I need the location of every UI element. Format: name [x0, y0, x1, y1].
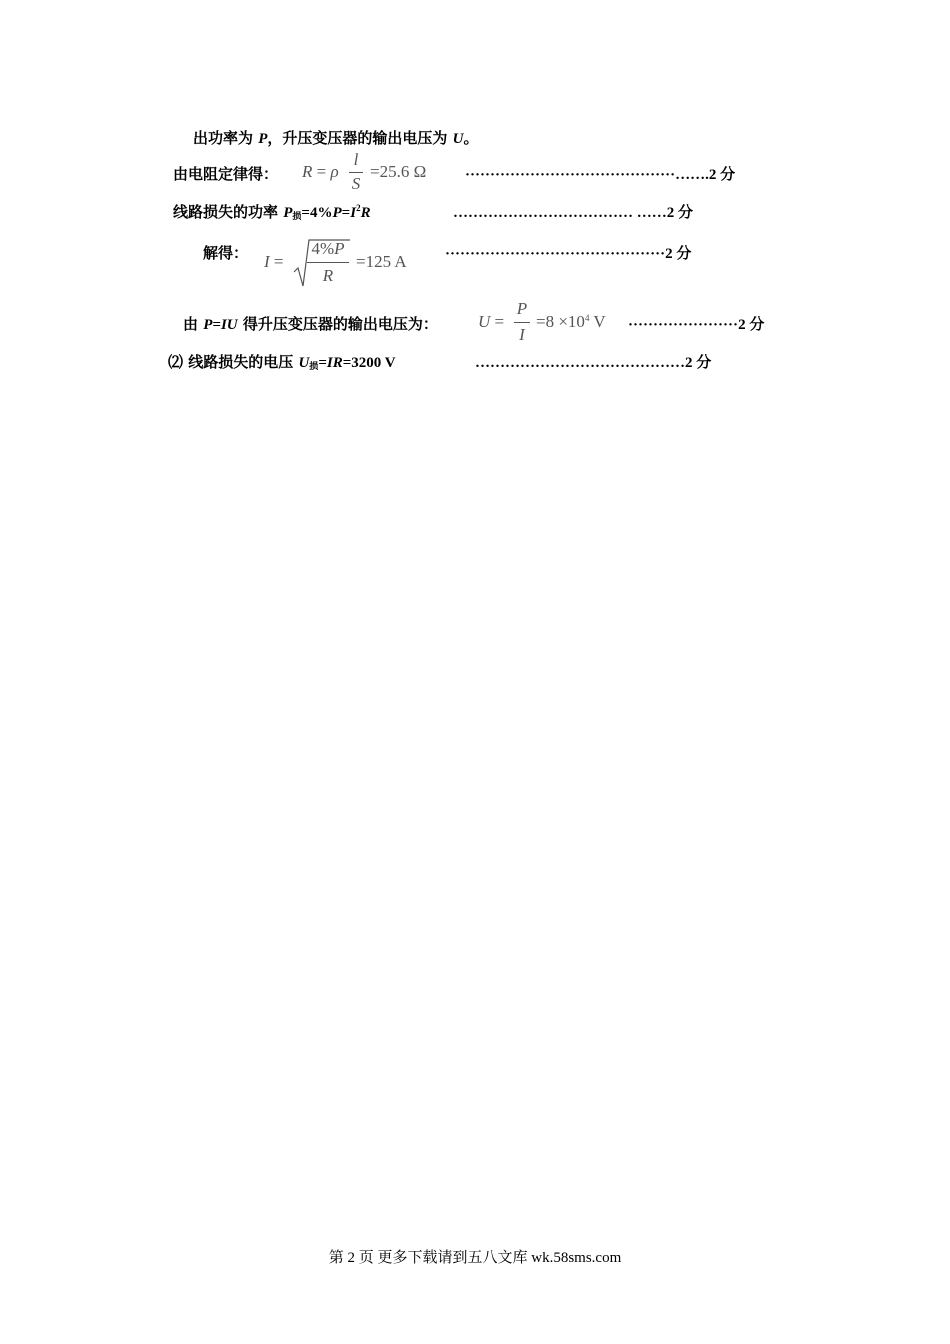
superscript: 4: [584, 313, 590, 323]
equals: =: [273, 252, 284, 271]
superscript: 2: [356, 203, 361, 213]
formula-current: [264, 252, 284, 272]
text: ⑵ 线路损失的电压: [168, 353, 299, 371]
var-p: P: [332, 205, 342, 221]
rho: ρ: [330, 162, 339, 181]
var-ir: IR: [326, 355, 343, 371]
var-r: R: [360, 205, 371, 221]
var-i: I: [350, 205, 357, 221]
line-resistance-law: [173, 163, 278, 184]
var-p: P: [258, 131, 268, 147]
label: 解得：: [203, 244, 249, 262]
subscript-loss: 损: [309, 362, 319, 372]
value: =3200 V: [342, 355, 396, 371]
formula-resistance: [302, 162, 339, 182]
text: 出功率为: [193, 129, 259, 147]
equals: =: [316, 162, 327, 181]
text: 。: [463, 129, 479, 147]
line-power-loss: [173, 201, 371, 222]
leader-dots: ……………………………………2 分: [475, 355, 712, 371]
fraction-numerator: P: [516, 299, 528, 318]
score: 2 分: [665, 246, 692, 262]
line-solve: [203, 242, 248, 263]
fraction-bar: [307, 262, 349, 263]
var-r: R: [302, 162, 313, 181]
fraction-numerator: 4%P: [311, 239, 345, 258]
var-u: U: [478, 312, 491, 331]
formula-result: =25.6 Ω: [370, 162, 427, 181]
fraction-denominator: R: [322, 266, 334, 285]
fraction-bar: [349, 172, 363, 173]
score: 2 分: [738, 317, 765, 333]
score: 2 分: [685, 355, 712, 371]
text: =4%: [301, 205, 333, 221]
leader-dots: ············································2 分: [445, 246, 692, 262]
label: 由电阻定律得：: [173, 165, 279, 183]
formula-result: =125 A: [356, 252, 407, 271]
leader-dots: ……………………………… ……2 分: [453, 205, 694, 221]
line-output-power: [193, 127, 479, 148]
formula-result: $=8 \times 10^4$ V: [536, 312, 606, 331]
equals: =: [494, 312, 505, 331]
label: 线路损失的功率: [173, 203, 284, 221]
score: 2 分: [666, 205, 694, 221]
equals: =: [341, 205, 351, 221]
formula-piu: P=IU: [203, 317, 238, 333]
var-u: U: [452, 131, 464, 147]
var-u: U: [298, 355, 310, 371]
fraction-numerator: l: [353, 150, 359, 169]
text: ，升压变压器的输出电压为: [267, 129, 453, 147]
page-footer: 第 2 页 更多下载请到五八文库 wk.58sms.com: [328, 1250, 622, 1266]
score: 2 分: [708, 167, 736, 183]
fraction-denominator: I: [519, 325, 525, 344]
subscript-loss: 损: [292, 212, 302, 222]
formula-voltage: [478, 312, 504, 332]
line-output-voltage: [183, 313, 438, 334]
fraction-denominator: S: [351, 174, 361, 193]
line-voltage-loss: [168, 351, 396, 372]
equals: =: [318, 355, 327, 371]
var-p: P: [283, 205, 293, 221]
fraction-bar: [514, 322, 530, 323]
leader-dots: ··········································…….2 分: [465, 167, 736, 183]
text: 由: [183, 315, 204, 333]
var-i: I: [264, 252, 270, 271]
text: 得升压变压器的输出电压为：: [237, 315, 438, 333]
leader-dots: ······················2 分: [628, 317, 765, 333]
